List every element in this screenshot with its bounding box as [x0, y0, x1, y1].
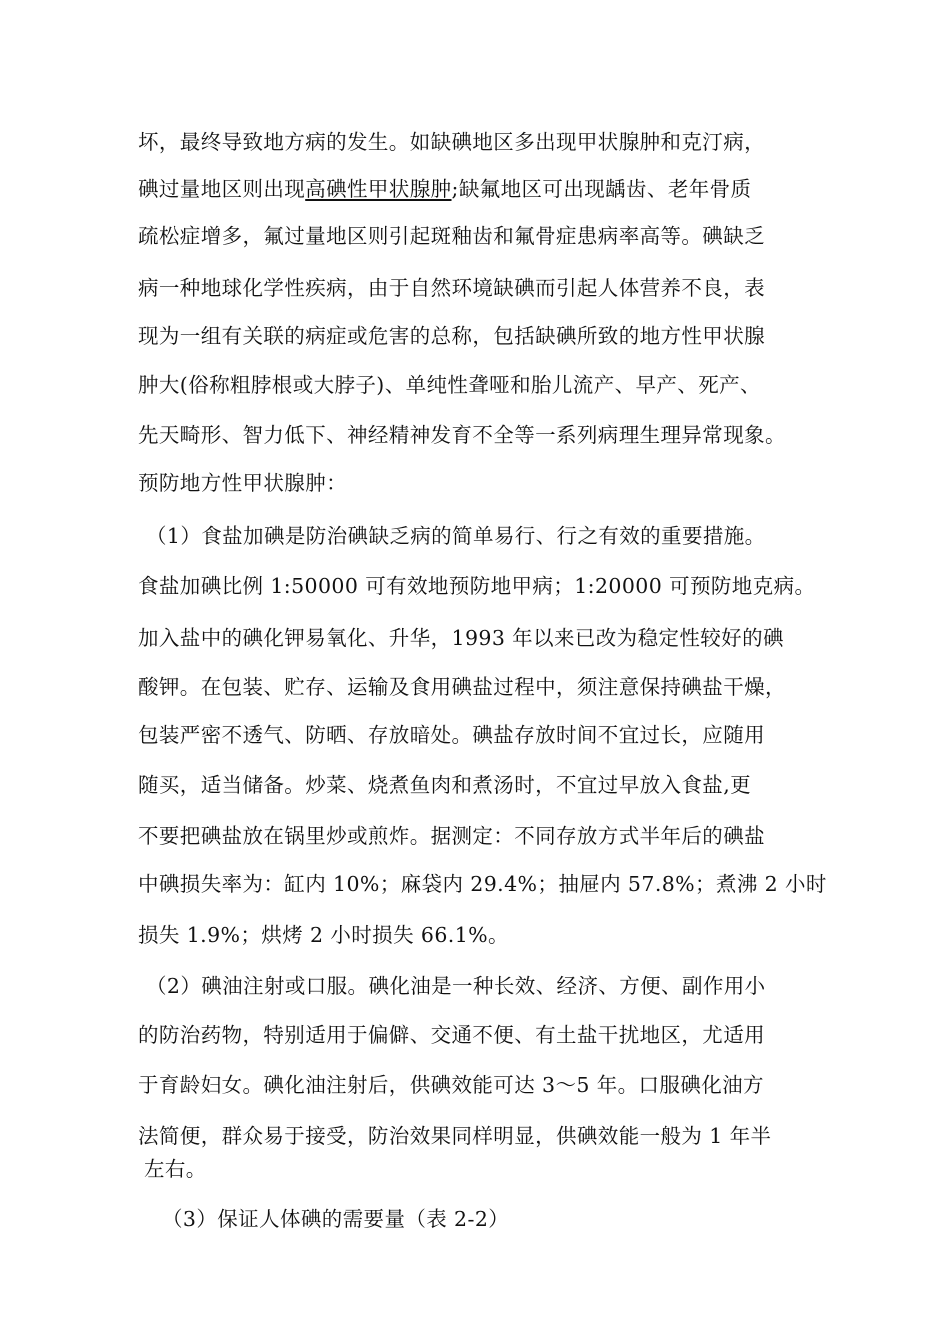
- text-line: 疏松症增多，氟过量地区则引起斑釉齿和氟骨症患病率高等。碘缺乏: [138, 224, 765, 248]
- numbered-item-3: （3）保证人体碘的需要量（表 2-2）: [162, 1207, 510, 1231]
- text-line: 坏，最终导致地方病的发生。如缺碘地区多出现甲状腺肿和克汀病，: [138, 130, 765, 154]
- section-heading: 预防地方性甲状腺肿：: [138, 471, 347, 495]
- underlined-term: 高碘性甲状腺肿: [305, 177, 452, 201]
- text-line: 不要把碘盐放在锅里炒或煎炸。据测定：不同存放方式半年后的碘盐: [138, 824, 765, 848]
- text-line: 病一种地球化学性疾病，由于自然环境缺碘而引起人体营养不良，表: [138, 276, 765, 300]
- text-line: 法简便，群众易于接受，防治效果同样明显，供碘效能一般为 1 年半: [138, 1124, 772, 1148]
- text-line: 酸钾。在包装、贮存、运输及食用碘盐过程中，须注意保持碘盐干燥，: [138, 675, 786, 699]
- text-line: 先天畸形、智力低下、神经精神发育不全等一系列病理生理异常现象。: [138, 423, 786, 447]
- numbered-item-2: （2）碘油注射或口服。碘化油是一种长效、经济、方便、副作用小: [146, 974, 766, 998]
- text-segment: ;缺氟地区可出现龋齿、老年骨质: [451, 177, 752, 201]
- text-line: 于育龄妇女。碘化油注射后，供碘效能可达 3～5 年。口服碘化油方: [138, 1073, 764, 1097]
- text-line: 肿大(俗称粗脖根或大脖子)、单纯性聋哑和胎儿流产、早产、死产、: [138, 373, 761, 397]
- text-line: 包装严密不透气、防晒、存放暗处。碘盐存放时间不宜过长，应随用: [138, 723, 765, 747]
- text-line: 加入盐中的碘化钾易氧化、升华，1993 年以来已改为稳定性较好的碘: [138, 626, 784, 650]
- text-line: 左右。: [144, 1157, 207, 1181]
- text-line: 损失 1.9%；烘烤 2 小时损失 66.1%。: [138, 923, 509, 947]
- text-line: 的防治药物，特别适用于偏僻、交通不便、有土盐干扰地区，尤适用: [138, 1023, 765, 1047]
- text-line: 中碘损失率为：缸内 10%；麻袋内 29.4%；抽屉内 57.8%；煮沸 2 小时: [138, 872, 827, 896]
- text-line: 现为一组有关联的病症或危害的总称，包括缺碘所致的地方性甲状腺: [138, 324, 765, 348]
- text-line: [138, 175, 751, 203]
- text-segment: 碘过量地区则出现: [138, 177, 306, 201]
- text-line: 食盐加碘比例 1:50000 可有效地预防地甲病；1:20000 可预防地克病。: [138, 574, 816, 598]
- text-line: 随买，适当储备。炒菜、烧煮鱼肉和煮汤时，不宜过早放入食盐,更: [138, 773, 752, 797]
- numbered-item-1: （1）食盐加碘是防治碘缺乏病的简单易行、行之有效的重要措施。: [146, 524, 766, 548]
